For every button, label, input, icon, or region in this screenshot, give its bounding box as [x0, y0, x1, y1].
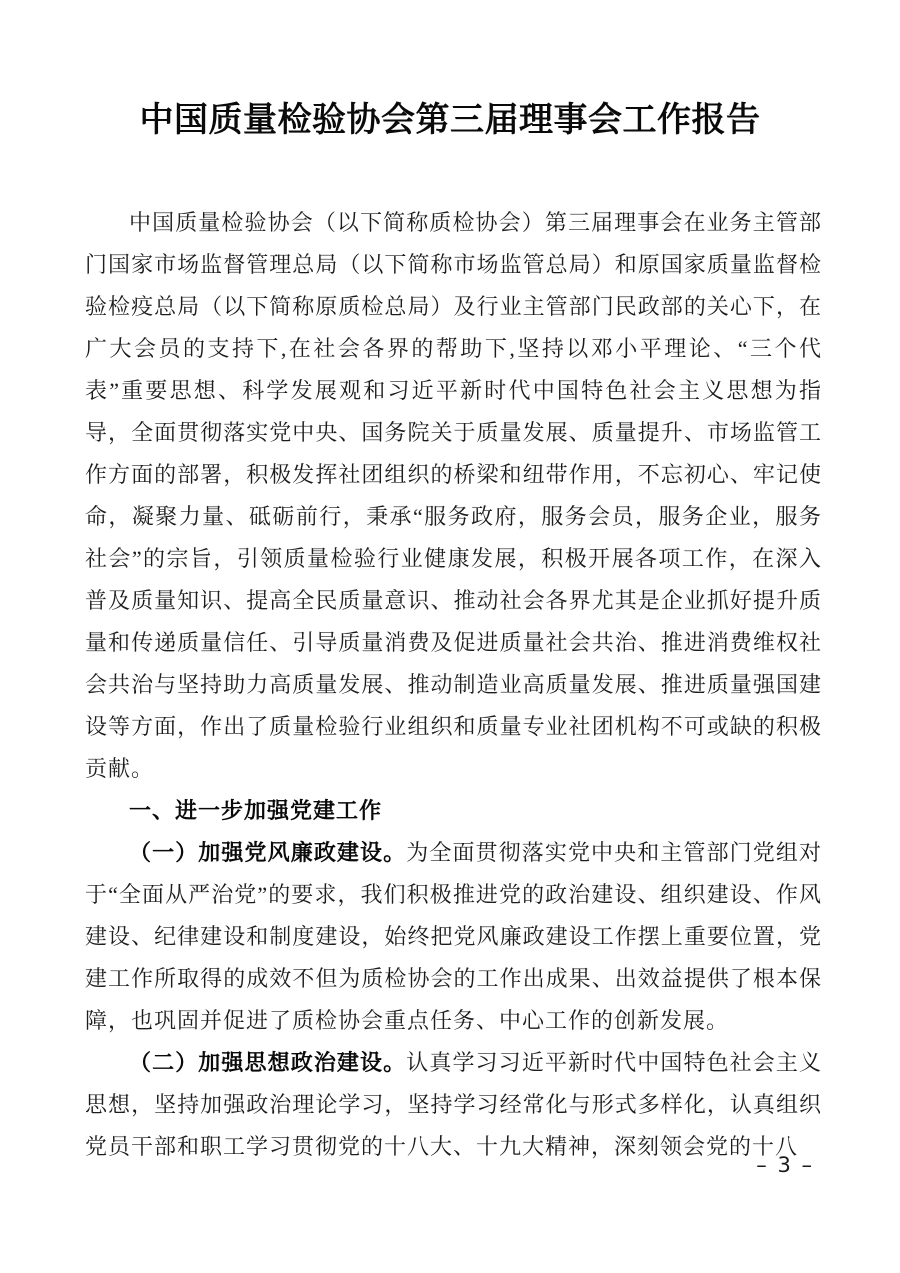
paragraph-party-conduct-text: 为全面贯彻落实党中央和主管部门党组对于“全面从严治党”的要求，我们积极推进党的政治建设、组织建设、作风建设、纪律建设和制度建设，始终把党风廉政建设工作摆上重要位置，党建工作所取得的成效不但为质检协会的工作出成果、出效益提供了根本保障，也巩固并促进了质检协会重点任务、中心工作的创新发展。 [85, 840, 822, 1033]
paragraph-party-conduct-lead: （一）加强党风廉政建设。 [129, 840, 407, 865]
section-heading-party-building: 一、进一步加强党建工作 [129, 798, 383, 823]
paragraph-ideology-text: 认真学习习近平新时代中国特色社会主义思想，坚持加强政治理论学习，坚持学习经常化与形式多样化，认真组织党员干部和职工学习贯彻党的十八大、十九大精神，深刻领会党的十八 [85, 1050, 822, 1159]
paragraph-party-conduct [85, 832, 822, 1042]
document-body [85, 202, 822, 1168]
paragraph-intro: 中国质量检验协会（以下简称质检协会）第三届理事会在业务主管部门国家市场监督管理总局（以下简称市场监管总局）和原国家质量监督检验检疫总局（以下简称原质检总局）及行业主管部门民政部的关心下，在广大会员的支持下,在社会各界的帮助下,坚持以邓小平理论、“三个代表”重要思想、科学发展观和习近平新时代中国特色社会主义思想为指导，全面贯彻落实党中央、国务院关于质量发展、质量提升、市场监管工作方面的部署，积极发挥社团组织的桥梁和纽带作用，不忘初心、牢记使命，凝聚力量、砥砺前行，秉承“服务政府，服务会员，服务企业，服务社会”的宗旨，引领质量检验行业健康发展，积极开展各项工作，在深入普及质量知识、提高全民质量意识、推动社会各界尤其是企业抓好提升质量和传递质量信任、引导质量消费及促进质量社会共治、推进消费维权社会共治与坚持助力高质量发展、推动制造业高质量发展、推进质量强国建设等方面，作出了质量检验行业组织和质量专业社团机构不可或缺的积极贡献。 [85, 210, 822, 781]
paragraph-ideology [85, 1042, 822, 1168]
paragraph-ideology-lead: （二）加强思想政治建设。 [129, 1050, 407, 1075]
document-title: 中国质量检验协会第三届理事会工作报告 [139, 102, 761, 139]
page-number: – 3 – [756, 1153, 814, 1177]
